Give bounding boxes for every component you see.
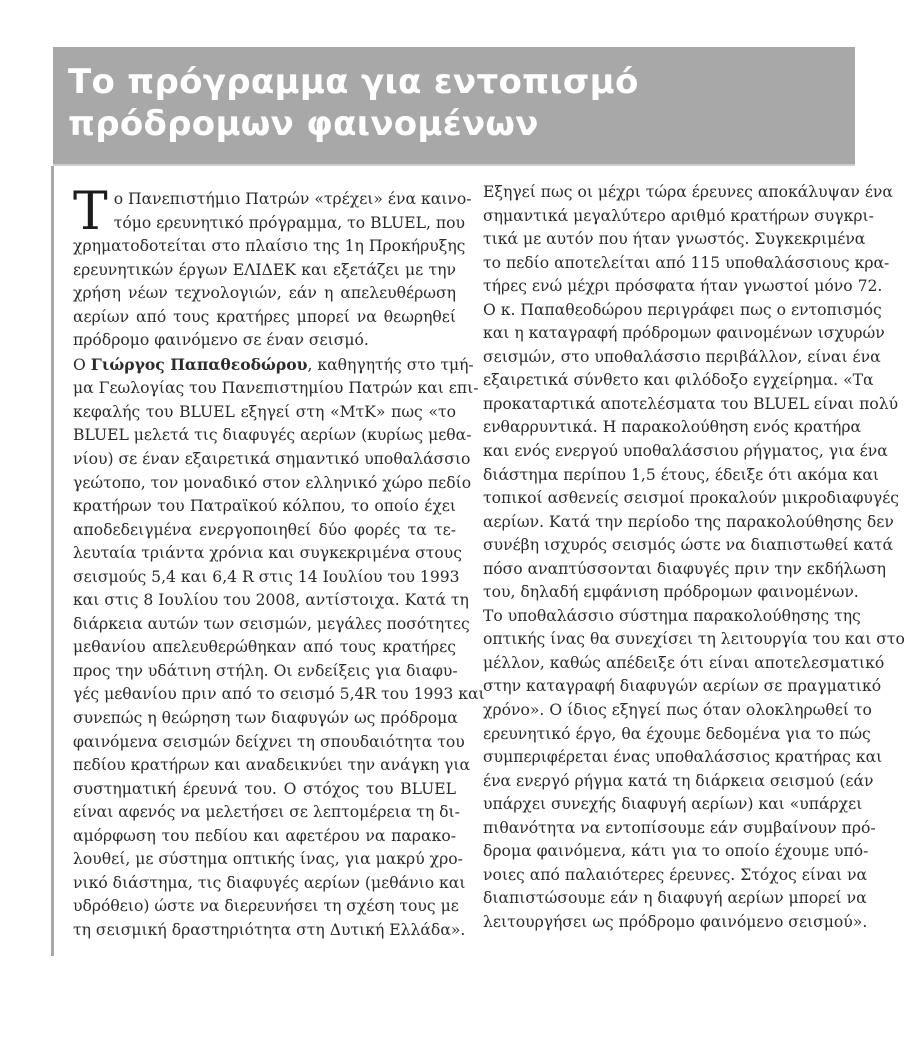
headline-banner bbox=[53, 47, 855, 166]
text-line: το πεδίο αποτελείται από 115 υποθαλάσσιους κρα- bbox=[483, 253, 890, 272]
text-line: διάρκεια αυτών των σεισμών, μεγάλες ποσότητες bbox=[73, 614, 470, 633]
text-line: δρομα φαινόμενα, κάτι για το οποίο έχουμε υπό- bbox=[483, 842, 869, 861]
text-line bbox=[73, 353, 474, 378]
text-line: γές μεθανίου πριν από το σεισμό 5,4R του 1993 και bbox=[73, 685, 485, 704]
text-line: χρόνο». Ο ίδιος εξηγεί πως όταν ολοκληρωθεί το bbox=[483, 701, 872, 720]
text-line: νικό διάστημα, τις διαφυγές αερίων (μεθάνιο και bbox=[73, 873, 466, 892]
text-line: σεισμών, στο υποθαλάσσιο περιβάλλον, είναι ένα bbox=[483, 347, 881, 366]
text-line: χρηματοδοτείται στο πλαίσιο της 1η Προκήρυξης bbox=[73, 237, 466, 256]
text-line: τοπικοί ασθενείς σεισμοί προκαλούν μικροδιαφυγές bbox=[483, 489, 900, 508]
paragraph-intro bbox=[73, 182, 472, 353]
text-line: αερίων από τους κρατήρες μπορεί να θεωρηθεί bbox=[73, 307, 456, 326]
text-line: λουθεί, με σύστημα οπτικής ίνας, για μακρύ χρο- bbox=[73, 850, 463, 869]
paragraph-professor bbox=[73, 353, 485, 943]
text-line: και η καταγραφή πρόδρομων φαινομένων ισχυρών bbox=[483, 324, 885, 343]
article-column-right bbox=[483, 181, 905, 935]
text-line: οπτικής ίνας θα συνεχίσει τη λειτουργία του και στο bbox=[483, 630, 905, 649]
text-line: διαπιστώσουμε εάν η διαφυγή αερίων μπορεί να bbox=[483, 889, 867, 908]
text-line: τήρες ενώ μέχρι πρόσφατα ήταν γνωστοί μόνο 72. bbox=[483, 277, 883, 296]
text-line: υδρόθειο) ώστε να διερευνήσει τη σχέση τους με bbox=[73, 897, 459, 916]
text-fragment: , καθηγητής στο τμή- bbox=[307, 355, 474, 374]
article-column-left bbox=[73, 182, 485, 943]
text-line: πόσο αναπτύσσονται διαφυγές πριν την εκδήλωση bbox=[483, 559, 886, 578]
text-line: του, δηλαδή εμφάνιση πρόδρομων φαινομένων. bbox=[483, 583, 859, 602]
text-line: εξαιρετικά σύνθετο και φιλόδοξο εγχείρημα. «Τα bbox=[483, 371, 874, 390]
text-line: συνεπώς η θεώρηση των διαφυγών ως πρόδρομα bbox=[73, 709, 458, 728]
text-line: BLUEL μελετά τις διαφυγές αερίων (κυρίως μεθα- bbox=[73, 426, 472, 445]
text-line: νοιες από παλαιότερες έρευνες. Στόχος είναι να bbox=[483, 865, 868, 884]
text-line: αερίων. Κατά την περίοδο της παρακολούθησης δεν bbox=[483, 512, 894, 531]
text-line: προς την υδάτινη στήλη. Οι ενδείξεις για διαφυ- bbox=[73, 661, 458, 680]
text-line: νίου) σε έναν εξαιρετικά σημαντικό υποθαλάσσιο bbox=[73, 450, 471, 469]
text-line: κρατήρων του Πατραϊκού κόλπου, το οποίο έχει bbox=[73, 497, 456, 516]
text-line: μέλλον, καθώς απέδειξε ότι είναι αποτελεσματικό bbox=[483, 653, 885, 672]
text-line: πιθανότητα να εντοπίσουμε εάν συμβαίνουν πρό- bbox=[483, 818, 876, 837]
text-line: συμπεριφέρεται ένας υποθαλάσσιος κρατήρας και bbox=[483, 748, 883, 767]
text-line: αποδεδειγμένα ενεργοποιηθεί δύο φορές τα τε- bbox=[73, 520, 456, 539]
text-line: ένα ενεργό ρήγμα κατά τη διάρκεια σεισμού (εάν bbox=[483, 771, 874, 790]
text-line: ερευνητικό έργο, θα έχουμε δεδομένα για το πώς bbox=[483, 724, 871, 743]
text-line: τόμο ερευνητικό πρόγραμμα, το BLUEL, που bbox=[113, 213, 466, 232]
text-line: Ο κ. Παπαθεοδώρου περιγράφει πως ο εντοπισμός bbox=[483, 300, 882, 319]
text-line: τη σεισμική δραστηριότητα στη Δυτική Ελλάδα». bbox=[73, 920, 466, 939]
text-line: χρήση νέων τεχνολογιών, εάν η απελευθέρωση bbox=[73, 284, 456, 303]
text-line: ενθαρρυντικά. Η παρακολούθηση ενός κρατήρα bbox=[483, 418, 862, 437]
text-line: συνέβη ισχυρός σεισμός ώστε να διαπιστωθεί κατά bbox=[483, 536, 893, 555]
text-line: πεδίου κρατήρων και αναδεικνύει την ανάγκη για bbox=[73, 756, 470, 775]
text-line: και στις 8 Ιουλίου του 2008, αντίστοιχα. Κατά τη bbox=[73, 591, 469, 610]
text-line: κεφαλής του BLUEL εξηγεί στη «ΜτΚ» πως «το bbox=[73, 402, 456, 421]
text-line: υπάρχει συνεχής διαφυγή αερίων) και «υπάρχει bbox=[483, 795, 863, 814]
text-line: τικά με αυτόν που ήταν γνωστός. Συγκεκριμένα bbox=[483, 230, 866, 249]
text-line: διάστημα περίπου 1,5 έτους, έδειξε ότι ακόμα και bbox=[483, 465, 879, 484]
person-name: Γιώργος Παπαθεοδώρου bbox=[90, 354, 308, 374]
text-line: μα Γεωλογίας του Πανεπιστημίου Πατρών και επι- bbox=[73, 379, 479, 398]
headline: Το πρόγραμμα για εντοπισμό πρόδρομων φαινομένων bbox=[68, 62, 639, 144]
text-line: πρόδρομο φαινόμενο σε έναν σεισμό. bbox=[73, 331, 369, 350]
text-line: λειτουργήσει ως πρόδρομο φαινόμενο σεισμού». bbox=[483, 912, 868, 931]
drop-cap: Τ bbox=[73, 182, 108, 242]
text-line: ο Πανεπιστήμιο Πατρών «τρέχει» ένα καινο- bbox=[113, 190, 472, 208]
text-line: Το υποθαλάσσιο σύστημα παρακολούθησης της bbox=[483, 606, 861, 625]
text-line: Εξηγεί πως οι μέχρι τώρα έρευνες αποκάλυψαν ένα bbox=[483, 183, 893, 201]
text-line: λευταία τριάντα χρόνια και συγκεκριμένα στους bbox=[73, 544, 463, 563]
text-line: είναι αφενός να μελετήσει σε λεπτομέρεια τη δι- bbox=[73, 803, 460, 822]
text-line: γεώτοπο, τον μοναδικό στον ελληνικό χώρο πεδίο bbox=[73, 473, 472, 492]
left-vertical-rule bbox=[51, 166, 54, 956]
text-line: συστηματική έρευνά του. Ο στόχος του BLUEL bbox=[73, 779, 456, 798]
text-line: στην καταγραφή διαφυγών αερίων σε πραγματικό bbox=[483, 677, 882, 696]
text-line: φαινόμενα σεισμών δείχνει τη σπουδαιότητα του bbox=[73, 732, 465, 751]
text-line: μεθανίου απελευθερώθηκαν από τους κρατήρες bbox=[73, 638, 456, 657]
text-line: ερευνητικών έργων ΕΛΙΔΕΚ και εξετάζει με την bbox=[73, 260, 456, 279]
text-line: και ενός ενεργού υποθαλάσσιου ρήγματος, για ένα bbox=[483, 442, 888, 461]
text-line: σεισμούς 5,4 και 6,4 R στις 14 Ιουλίου του 1993 bbox=[73, 567, 460, 586]
text-line: αμόρφωση του πεδίου και αφετέρου να παρακο- bbox=[73, 826, 456, 845]
text-fragment: Ο bbox=[73, 355, 91, 374]
text-line: προκαταρτικά αποτελέσματα του BLUEL είναι πολύ bbox=[483, 394, 899, 413]
text-line: σημαντικά μεγαλύτερο αριθμό κρατήρων συγκρι- bbox=[483, 206, 874, 225]
